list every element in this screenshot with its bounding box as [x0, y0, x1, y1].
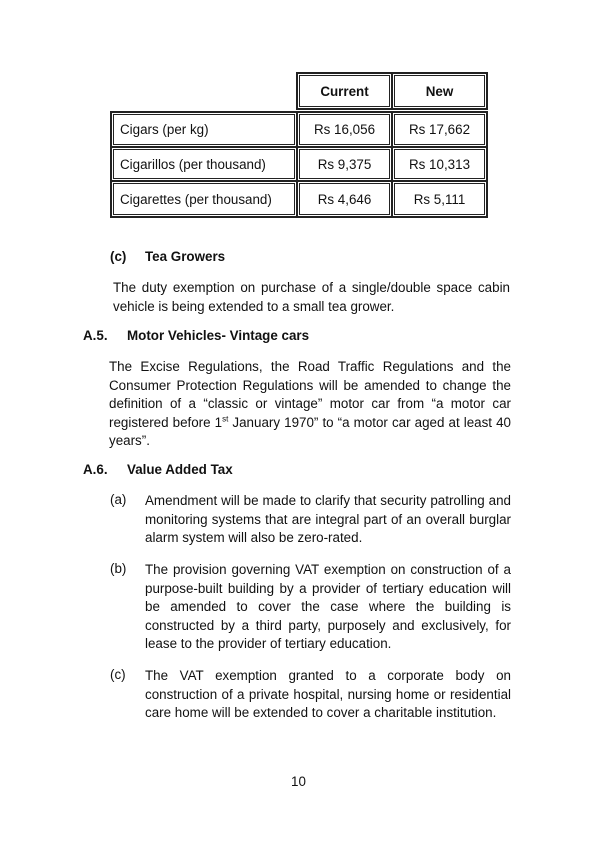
table-cell-current: Rs 4,646	[296, 180, 393, 218]
section-a5-heading: Motor Vehicles- Vintage cars	[127, 328, 310, 343]
a6-item-text: The provision governing VAT exemption on construction of a purpose-built building by a provider of tertiary education will be amended to cover the case where the building is constructed by a third party, purposely and exclusively, for lease to the provider of tertiary education.	[145, 562, 511, 652]
table-row-label: Cigarillos (per thousand)	[110, 146, 298, 182]
section-a5-number: A.5.	[83, 328, 108, 343]
a6-item-marker: (b)	[110, 561, 127, 576]
table-cell-new: Rs 10,313	[391, 146, 488, 182]
table-cell-new: Rs 5,111	[391, 180, 488, 218]
a6-item-marker: (a)	[110, 492, 127, 507]
table-cell-current: Rs 16,056	[296, 111, 393, 148]
table-cell-new: Rs 17,662	[391, 111, 488, 148]
a6-item-text: Amendment will be made to clarify that security patrolling and monitoring systems that are integral part of an overall burglar alarm system will also be zero-rated.	[145, 493, 511, 546]
tea-marker: (c)	[110, 249, 127, 264]
section-a6-number: A.6.	[83, 462, 108, 477]
section-a6-heading: Value Added Tax	[127, 462, 233, 477]
a6-item-text: The VAT exemption granted to a corporate body on construction of a private hospital, nursing home or residential care home will be extended to cover a charitable institution.	[145, 668, 511, 721]
table-row-label: Cigarettes (per thousand)	[110, 180, 298, 218]
a6-item-marker: (c)	[110, 667, 126, 682]
table-cell-current: Rs 9,375	[296, 146, 393, 182]
section-a5-paragraph	[109, 358, 511, 451]
a5-superscript: st	[222, 414, 229, 424]
a5-text-part2: January 1970” to “a motor car aged at least 40 years”.	[109, 414, 511, 449]
page-number: 10	[291, 774, 306, 789]
table-header-new: New	[391, 72, 488, 110]
tea-heading: Tea Growers	[145, 249, 226, 264]
duty-rates-table	[110, 72, 488, 218]
table-row-label: Cigars (per kg)	[110, 111, 298, 148]
tea-paragraph: The duty exemption on purchase of a single/double space cabin vehicle is being extended to a small tea grower.	[113, 280, 510, 314]
table-header-current: Current	[296, 72, 393, 110]
a5-text-part1: The Excise Regulations, the Road Traffic Regulations and the Consumer Protection Regulations will be amended to change the definition of a “classic or vintage” motor car from “a motor car registered before 1	[109, 359, 511, 430]
